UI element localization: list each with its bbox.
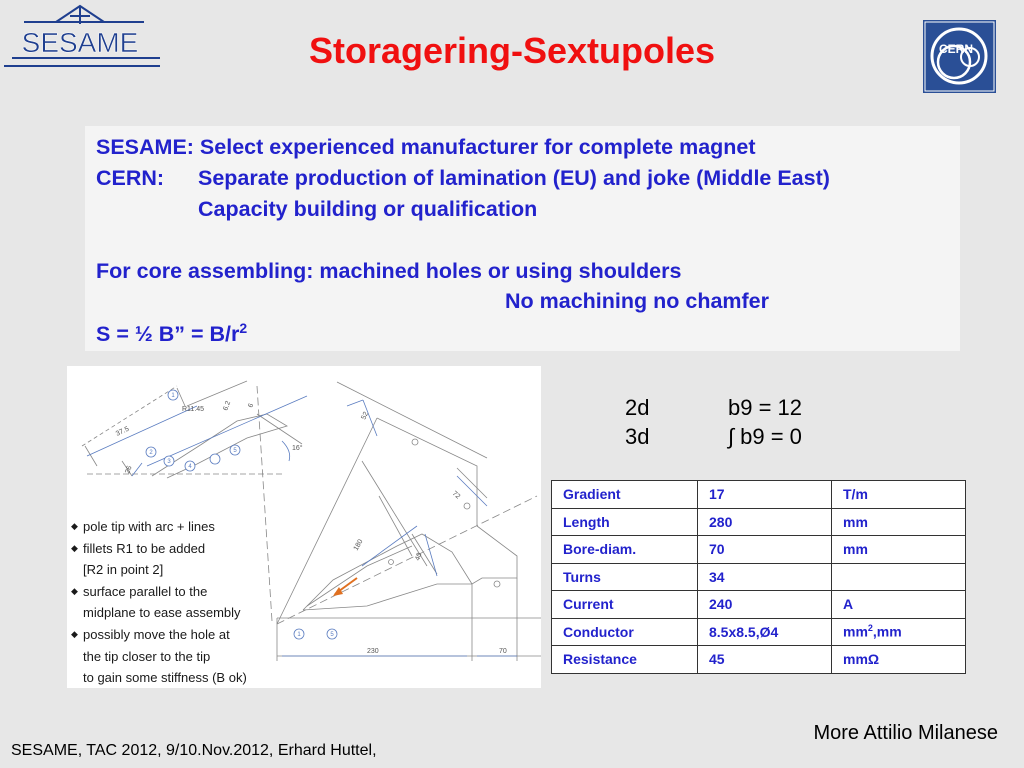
bullet-icon: ◆ (71, 542, 78, 553)
condition-order: 2d (625, 395, 650, 420)
note-item (67, 516, 257, 538)
callout-1-base: 1 (297, 632, 301, 638)
param-name: Gradient (552, 481, 698, 509)
note-text: pole tip with arc + lines (83, 519, 215, 534)
footer-text: SESAME, TAC 2012, 9/10.Nov.2012, Erhard Huttel, (11, 742, 377, 759)
param-value: 17 (698, 481, 832, 509)
callout-4: 4 (188, 464, 192, 470)
param-value: 70 (698, 536, 832, 564)
dim-52: 52 (360, 410, 371, 421)
table-row (552, 536, 966, 564)
table-row (552, 618, 966, 646)
dim-70: 70 (499, 648, 507, 655)
note-text: surface parallel to the (83, 583, 208, 599)
chamfer-line: No machining no chamfer (505, 289, 770, 313)
param-unit: T/m (832, 481, 966, 509)
callout-1: 1 (171, 393, 175, 399)
note-continuation: the tip closer to the tip (83, 648, 211, 664)
condition-order: 3d (625, 424, 650, 449)
table-row (552, 563, 966, 591)
note-item (67, 538, 257, 560)
param-unit: mm (832, 536, 966, 564)
note-item (67, 624, 257, 646)
formula-exponent: 2 (239, 320, 248, 336)
summary-textbox (85, 126, 960, 351)
callout-5: 5 (233, 448, 237, 454)
dim-16-deg: 16° (292, 445, 303, 452)
note-continuation: midplane to ease assembly (83, 605, 241, 621)
magnet-parameters-table (551, 480, 966, 674)
param-name: Current (552, 591, 698, 619)
technical-drawing (67, 366, 541, 688)
sextupole-formula (96, 320, 247, 347)
cern-logo (923, 20, 996, 93)
slide-title: Storagering-Sextupoles (308, 30, 716, 71)
bullet-icon: ◆ (71, 521, 78, 531)
dim-72: 72 (450, 490, 462, 501)
condition-value: ∫ b9 = 0 (728, 424, 802, 449)
dim-37-5: 37.5 (114, 425, 131, 438)
callout-5-base: 5 (330, 632, 334, 638)
param-unit: A (832, 591, 966, 619)
table-row (552, 481, 966, 509)
bullet-icon: ◆ (71, 628, 78, 639)
design-notes (67, 516, 257, 689)
dim-6-2: 6.2 (222, 400, 233, 412)
dim-r11-45: R11.45 (182, 406, 205, 413)
cern-line: Separate production of lamination (EU) and joke (Middle East) (198, 166, 830, 190)
sesame-logo-text: SESAME (21, 27, 139, 58)
dim-230: 230 (367, 648, 379, 655)
callout-3: 3 (167, 459, 171, 465)
formula-main: S = ½ B” = B/r (96, 322, 240, 347)
param-unit: mm (832, 508, 966, 536)
param-name: Resistance (552, 646, 698, 674)
callout-2: 2 (149, 450, 153, 456)
param-value: 280 (698, 508, 832, 536)
param-value: 34 (698, 563, 832, 591)
param-name: Length (552, 508, 698, 536)
param-name: Conductor (552, 618, 698, 646)
dim-6: 6 (247, 402, 256, 409)
note-item (67, 581, 257, 603)
note-text: fillets R1 to be added (83, 540, 206, 556)
cern-label: CERN: (96, 166, 165, 190)
credit-text: More Attilio Milanese (813, 722, 998, 744)
cern-logo-text: CERN (938, 42, 974, 56)
param-value: 45 (698, 646, 832, 674)
bullet-icon: ◆ (71, 585, 78, 596)
param-name: Bore-diam. (552, 536, 698, 564)
dim-26: 26 (124, 464, 134, 475)
dim-180: 180 (352, 538, 365, 552)
unit-exponent: 2 (867, 623, 873, 634)
table-row (552, 508, 966, 536)
note-continuation: [R2 in point 2] (83, 562, 164, 578)
capacity-line: Capacity building or qualification (198, 197, 538, 221)
unit-base: mm (843, 624, 868, 641)
table-row (552, 591, 966, 619)
param-value: 8.5x8.5,Ø4 (698, 618, 832, 646)
unit-tail: ,mm (872, 624, 902, 641)
dim-40: 40 (414, 551, 424, 562)
param-unit (832, 618, 966, 646)
param-unit (832, 563, 966, 591)
note-continuation: to gain some stiffness (B ok) (83, 670, 247, 686)
param-value: 240 (698, 591, 832, 619)
note-text: possibly move the hole at (83, 626, 230, 642)
param-unit: mmΩ (832, 646, 966, 674)
condition-value: b9 = 12 (728, 395, 803, 420)
assembly-line: For core assembling: machined holes or using shoulders (96, 259, 682, 283)
sesame-line: SESAME: Select experienced manufacturer for complete magnet (96, 135, 756, 159)
param-name: Turns (552, 563, 698, 591)
table-row (552, 646, 966, 674)
